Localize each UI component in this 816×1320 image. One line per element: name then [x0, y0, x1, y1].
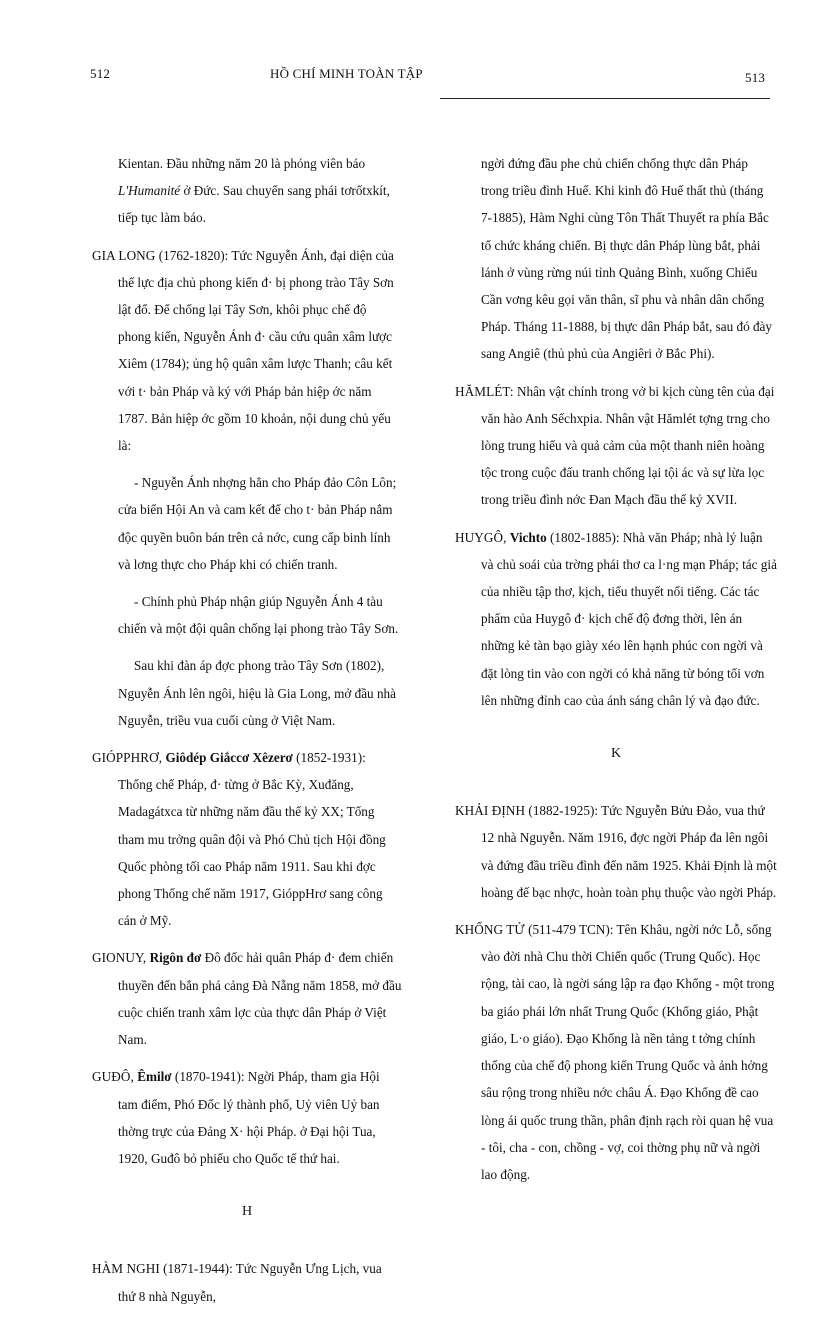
section-letter-h: H [241, 1204, 253, 1220]
entry-gioppho: GIÓPPHRƠ, Giôdép Giắccơ Xêzerơ (1852-1931): Thống chế Pháp, đ· từng ở Bắc Kỳ, Xuđăng, Madagátxca từ những năm đầu thế kỷ XX; Tổng tham mu trởng quân đội và Phó Chủ tịch Hội đồng Quốc phòng tối cao Pháp năm 1911. Sau khi đợc phong Thống chế năm 1917, GióppHrơ sang công cán ở Mỹ. [92, 750, 386, 929]
entry-term: GUĐÔ, [92, 1069, 134, 1085]
entry-huygo: HUYGÔ, Vichto (1802-1885): Nhà văn Pháp; nhà lý luận và chủ soái của trờng phái thơ ca l·ng mạn Pháp; tác giả của nhiều tập thơ, kịch, tiểu thuyết nổi tiếng. Các tác phẩm của Huygô đ· kịch chế độ đơng thời, lên án những kẻ tàn bạo giày xéo lên hạnh phúc con ngời và đặt lòng tin vào con ngời có khả năng từ bóng tối vơn lên những đỉnh cao của ánh sáng chân lý và đạo đức. [455, 529, 777, 708]
entry-term: HÀM NGHI [92, 1261, 160, 1277]
entry-term: GIONUY, [92, 950, 147, 966]
treaty-item-1: - Nguyễn Ánh nhợng hẳn cho Pháp đảo Côn Lôn; cửa biển Hội An và cam kết để cho t· bản Pháp nắm độc quyền buôn bán trên cả nớc, cung cấp binh lính và lơng thực cho Pháp khi có chiến tranh. [118, 475, 397, 572]
gia-long-conclusion: Sau khi đàn áp đợc phong trào Tây Sơn (1802), Nguyễn Ánh lên ngôi, hiệu là Gia Long, mở đầu nhà Nguyễn, triều vua cuối cùng ở Việt Nam. [118, 658, 396, 728]
entry-ham-nghi: HÀM NGHI (1871-1944): Tức Nguyễn Ưng Lịch, vua thứ 8 nhà Nguyễn, [92, 1261, 382, 1304]
entry-khong-tu: KHỔNG TỬ (511-479 TCN): Tên Khâu, ngời nớc Lỗ, sống vào đời nhà Chu thời Chiến quốc (Trung Quốc). Học rộng, tài cao, là ngời sáng lập ra đạo Khổng - một trong ba giáo phái lớn nhất Trung Quốc (Khổng giáo, Phật giáo, L·o giáo). Đạo Khổng là nền tảng t tởng chính thống của chế độ phong kiến Trung Quốc và ảnh hởng sâu rộng trong nhiều nớc châu Á. Đạo Khổng đề cao lòng ái quốc trung thần, phân định rạch ròi quan hệ vua - tôi, cha - con, chồng - vợ, coi thờng phụ nữ và ngời lao động. [455, 922, 775, 1182]
entry-term: KHỔNG TỬ [455, 922, 525, 938]
entry-term: HĂMLÉT: [455, 383, 514, 399]
entry-term: GIÓPPHRƠ, [92, 750, 163, 766]
page-number-right: 513 [745, 70, 766, 85]
treaty-item-2: - Chính phủ Pháp nhận giúp Nguyễn Ánh 4 tàu chiến và một đội quân chống lại phong trào Tây Sơn. [118, 594, 399, 637]
entry-name: Rigôn đơ [149, 950, 202, 966]
journal-name: L'Humanité [118, 183, 181, 199]
entry-gudo: GUĐÔ, Êmilơ (1870-1941): Ngời Pháp, tham gia Hội tam điểm, Phó Đốc lý thành phố, Uỷ viên Uỷ ban thờng trực của Đảng X· hội Pháp. ở Đại hội Tua, 1920, Guđô bỏ phiếu cho Quốc tế thứ hai. [92, 1069, 380, 1166]
section-letter-k: K [610, 746, 622, 762]
header-rule [440, 98, 770, 99]
running-title: HỒ CHÍ MINH TOÀN TẬP [270, 66, 423, 81]
entry-term: KHẢI ĐỊNH [455, 803, 526, 819]
left-column [92, 150, 402, 1320]
entry-name: Vichto [509, 529, 547, 545]
entry-gionuy: GIONUY, Rigôn đơ Đô đốc hải quân Pháp đ· đem chiến thuyền đến bắn phá cảng Đà Nẵng năm 1858, mở đầu cuộc chiến tranh xâm lợc của thực dân Pháp ở Việt Nam. [92, 950, 402, 1048]
entry-khai-dinh: KHẢI ĐỊNH (1882-1925): Tức Nguyễn Bửu Đảo, vua thứ 12 nhà Nguyễn. Năm 1916, đợc ngời Pháp đa lên ngôi và đứng đầu triều đình đến năm 1925. Khải Định là một hoàng đế bạc nhợc, hoàn toàn phụ thuộc vào ngời Pháp. [455, 803, 777, 900]
entry-term: HUYGÔ, [455, 529, 507, 545]
right-column [455, 150, 777, 1198]
entry-term: GIA LONG [92, 247, 156, 263]
entry-name: Giôdép Giắccơ Xêzerơ [165, 750, 293, 766]
entry-kientan-continuation: Kientan. Đầu những năm 20 là phóng viên báo L'Humanité ở Đức. Sau chuyển sang phái tơrốtxkít, tiếp tục làm báo. [118, 156, 390, 226]
entry-ham-nghi-continuation: ngời đứng đầu phe chủ chiến chống thực dân Pháp trong triều đình Huế. Khi kinh đô Huế thất thủ (tháng 7-1885), Hàm Nghi cùng Tôn Thất Thuyết ra phía Bắc tổ chức kháng chiến. Bị thực dân Pháp lùng bắt, phải lánh ở vùng rừng núi tỉnh Quảng Bình, xuống Chiếu Cần vơng kêu gọi văn thân, sĩ phu và nhân dân chống Pháp. Tháng 11-1888, bị thực dân Pháp bắt, sau đó đày sang Angiê (thủ phủ của Angiêri ở Bắc Phi). [481, 156, 773, 362]
page-number-left: 512 [90, 66, 111, 81]
entry-hamlet: HĂMLÉT: Nhân vật chính trong vở bi kịch cùng tên của đại văn hào Anh Sếchxpia. Nhân vật Hămlét tợng trng cho lòng trung hiếu và quả cảm của một thanh niên hoàng tộc trong cuộc đấu tranh chống lại tội ác và sự lừa lọc trong triều đình nớc Đan Mạch đầu thế kỷ XVII. [455, 383, 775, 508]
entry-gia-long: GIA LONG (1762-1820): Tức Nguyễn Ánh, đại diện của thế lực địa chủ phong kiến đ· bị phong trào Tây Sơn lật đổ. Để chống lại Tây Sơn, khôi phục chế độ phong kiến, Nguyễn Ánh đ· cầu cứu quân xâm lược Xiêm (1784); ủng hộ quân xâm lược Thanh; câu kết với t· bản Pháp và ký với Pháp bản hiệp ớc năm 1787. Bản hiệp ớc gồm 10 khoản, nội dung chủ yếu là: [92, 247, 394, 454]
entry-name: Êmilơ [137, 1069, 172, 1085]
